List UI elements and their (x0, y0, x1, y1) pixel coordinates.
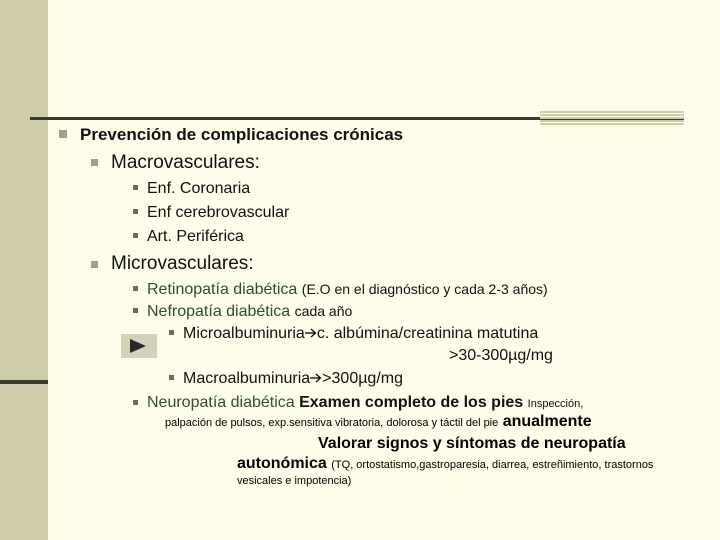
autonomic-label: autonómica (237, 455, 327, 472)
nephropathy-name: Nefropatía diabética (147, 303, 291, 320)
microalbuminuria-label: Microalbuminuria (183, 325, 305, 342)
microalbuminuria-line (183, 325, 538, 343)
macroalbuminuria-range: >300µg/mg (322, 370, 403, 387)
bullet-icon (133, 400, 138, 405)
macro-item: Enf. Coronaria (147, 180, 251, 197)
neuropathy-detail: palpación de pulsos, exp.sensitiva vibratoria, dolorosa y táctil del pie (165, 417, 499, 429)
neuropathy-detail-line (165, 413, 592, 431)
neuropathy-signs: Valorar signos y síntomas de neuropatía (318, 435, 626, 452)
bullet-icon (133, 209, 138, 214)
bullet-icon (91, 159, 98, 166)
stripe-decoration (540, 111, 684, 127)
macro-item: Art. Periférica (147, 228, 244, 245)
nephropathy-detail: cada año (294, 303, 353, 319)
neuropathy-inspection: Inspección, (527, 398, 584, 410)
autonomic-detail-2: vesicales e impotencia) (237, 475, 352, 487)
macro-label: Macrovasculares: (111, 152, 260, 173)
bullet-icon (91, 261, 98, 268)
bullet-icon (169, 330, 174, 335)
microalbuminuria-ratio: c. albúmina/creatinina matutina (316, 325, 539, 342)
nephropathy-line (147, 303, 352, 321)
right-arrow-icon (305, 328, 317, 338)
autonomic-line (237, 455, 653, 473)
neuropathy-annual: anualmente (502, 413, 592, 430)
play-icon (130, 339, 146, 353)
bullet-icon (169, 375, 174, 380)
retinopathy-line (147, 281, 548, 299)
right-arrow-icon (310, 373, 322, 383)
microalbuminuria-range: >30-300µg/mg (449, 347, 553, 364)
macro-item: Enf cerebrovascular (147, 204, 290, 221)
neuropathy-name: Neuropatía diabética (147, 394, 295, 411)
bullet-icon (59, 130, 67, 138)
sidebar-band (0, 0, 48, 540)
macroalbuminuria-line (183, 370, 403, 388)
bullet-icon (133, 286, 138, 291)
retinopathy-name: Retinopatía diabética (147, 281, 298, 298)
micro-label: Microvasculares: (111, 253, 254, 274)
autonomic-detail: (TQ, ortostatismo,gastroparesia, diarrea, estreñimiento, trastornos (331, 459, 654, 471)
play-button[interactable] (121, 334, 157, 358)
bullet-icon (133, 185, 138, 190)
sidebar-rule (0, 380, 48, 384)
neuropathy-exam: Examen completo de los pies (299, 394, 524, 411)
bullet-icon (133, 233, 138, 238)
neuropathy-line (147, 394, 583, 412)
heading: Prevención de complicaciones crónicas (80, 125, 404, 144)
retinopathy-detail: (E.O en el diagnóstico y cada 2-3 años) (301, 281, 548, 297)
macroalbuminuria-label: Macroalbuminuria (183, 370, 311, 387)
bullet-icon (133, 308, 138, 313)
